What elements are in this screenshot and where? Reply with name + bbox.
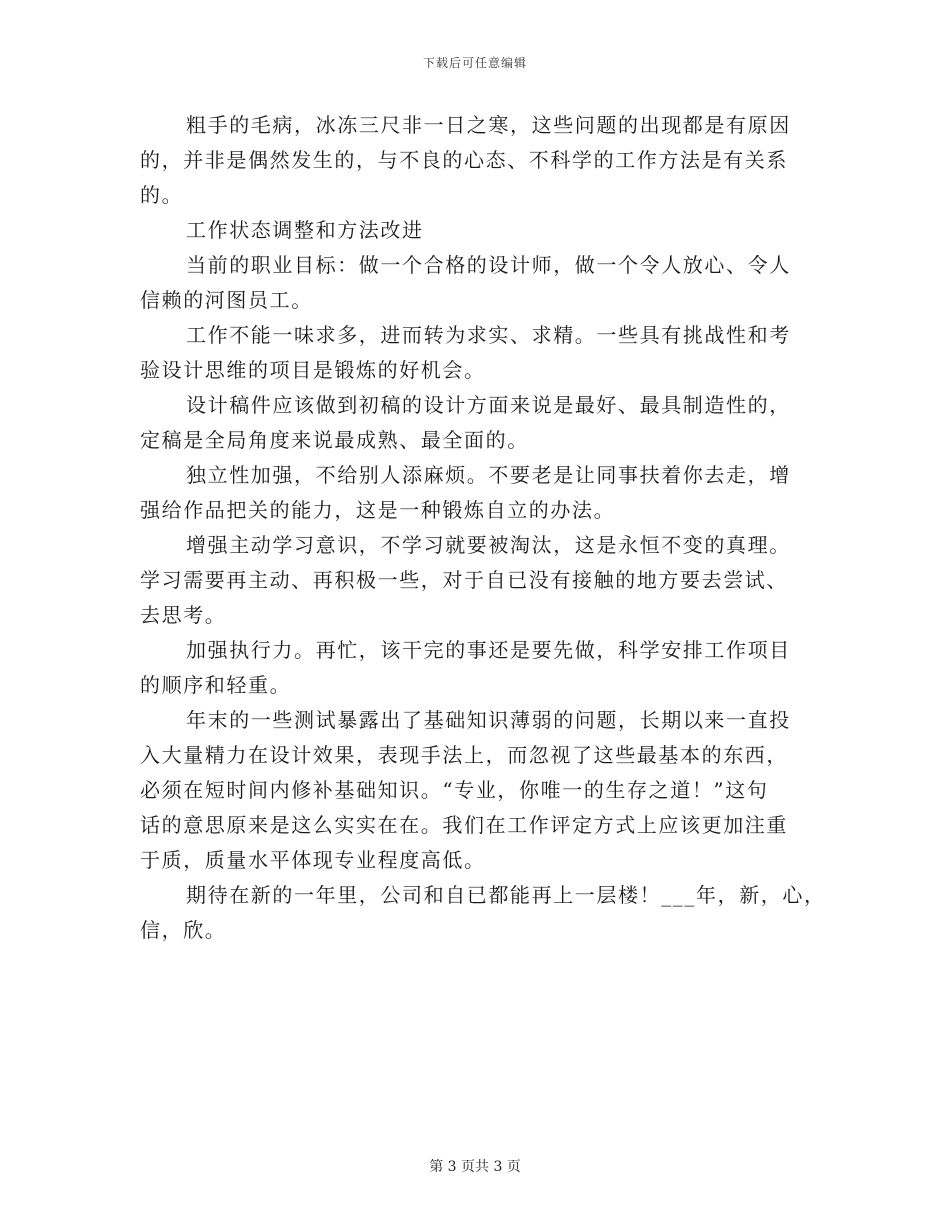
text-line: 话的意思原来是这么实实在在。我们在工作评定方式上应该更加注重 — [140, 813, 788, 837]
text-line: 强给作品把关的能力，这是一种锻炼自立的办法。 — [140, 498, 616, 522]
text-line: 定稿是全局角度来说最成熟、最全面的。 — [140, 428, 529, 452]
text-line: 设计稿件应该做到初稿的设计方面来说是最好、最具制造性的， — [186, 393, 791, 417]
text-line: 于质，质量水平体现专业程度高低。 — [140, 848, 486, 872]
text-line: 的顺序和轻重。 — [140, 673, 292, 697]
text-line: 验设计思维的项目是锻炼的好机会。 — [140, 358, 486, 382]
text-line: 年末的一些测试暴露出了基础知识薄弱的问题，长期以来一直投 — [186, 708, 791, 732]
text-line: 期待在新的一年里，公司和自已都能再上一层楼！___年，新，心， — [186, 883, 826, 907]
page-footer: 第 3 页共 3 页 — [429, 1159, 521, 1175]
text-line: 粗手的毛病，冰冻三尺非一日之寒，这些问题的出现都是有原因 — [186, 113, 791, 137]
text-line: 工作不能一味求多，进而转为求实、求精。一些具有挑战性和考 — [186, 323, 791, 347]
text-line: 加强执行力。再忙，该干完的事还是要先做，科学安排工作项目 — [186, 638, 791, 662]
text-line: 的，并非是偶然发生的，与不良的心态、不科学的工作方法是有关系 — [140, 148, 788, 172]
text-line: 工作状态调整和方法改进 — [186, 218, 424, 242]
page-header: 下载后可任意编辑 — [422, 56, 527, 70]
text-line: 去思考。 — [140, 603, 227, 627]
document-body — [140, 108, 826, 948]
text-line: 信赖的河图员工。 — [140, 288, 313, 312]
text-line: 增强主动学习意识，不学习就要被淘汰，这是永恒不变的真理。 — [186, 533, 791, 557]
text-line: 的。 — [140, 183, 184, 207]
text-line: 必须在短时间内修补基础知识。“专业，你唯一的生存之道！”这句 — [140, 778, 769, 802]
text-line: 学习需要再主动、再积极一些，对于自已没有接触的地方要去尝试、 — [140, 568, 788, 592]
text-line: 独立性加强，不给别人添麻烦。不要老是让同事扶着你去走，增 — [186, 463, 791, 487]
text-line: 入大量精力在设计效果，表现手法上，而忽视了这些最基本的东西， — [140, 743, 788, 767]
text-line: 当前的职业目标：做一个合格的设计师，做一个令人放心、令人 — [186, 253, 791, 277]
text-line: 信，欣。 — [140, 918, 227, 942]
